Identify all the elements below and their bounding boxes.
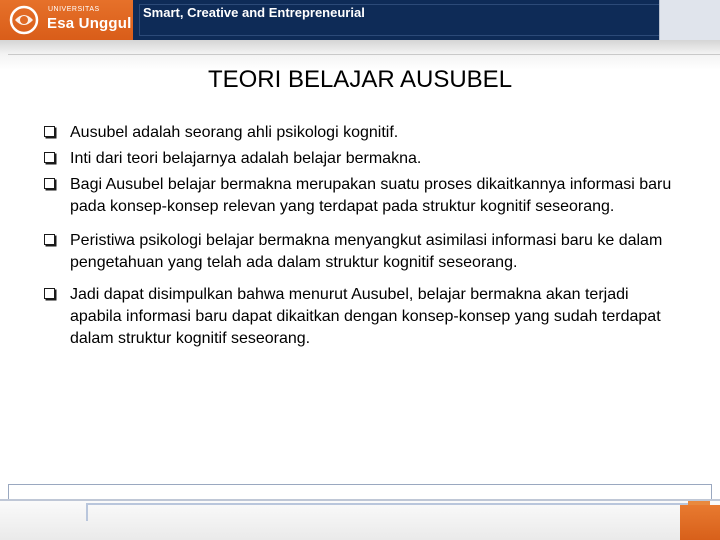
list-item bbox=[44, 284, 674, 350]
footer-inner-frame bbox=[86, 503, 688, 521]
bullet-text: Peristiwa psikologi belajar bermakna menyangkut asimilasi informasi baru ke dalam pengetahuan yang telah ada dalam struktur kognitif seseorang. bbox=[70, 232, 663, 271]
list-item bbox=[44, 230, 674, 274]
footer-bar bbox=[0, 499, 720, 540]
tagline-band bbox=[133, 0, 720, 40]
list-item bbox=[44, 122, 674, 144]
slide-title: TEORI BELAJAR AUSUBEL bbox=[207, 66, 513, 93]
bullet-list bbox=[44, 122, 674, 354]
bullet-text: Inti dari teori belajarnya adalah belajar bermakna. bbox=[70, 150, 422, 167]
bullet-text: Jadi dapat disimpulkan bahwa menurut Ausubel, belajar bermakna akan terjadi apabila informasi baru dapat dikaitkan dengan konsep-konsep yang sudah terdapat dalam struktur kognitif seseorang. bbox=[70, 286, 661, 347]
checkbox-bullet-icon bbox=[44, 178, 55, 189]
list-item bbox=[44, 174, 674, 218]
bullet-text: Bagi Ausubel belajar bermakna merupakan suatu proses dikaitkannya informasi baru pada konsep-konsep relevan yang terdapat pada struktur kognitif seseorang. bbox=[70, 176, 672, 215]
checkbox-bullet-icon bbox=[44, 152, 55, 163]
tagline: Smart, Creative and Entrepreneurial bbox=[143, 5, 365, 20]
logo-name: Esa Unggul bbox=[47, 15, 132, 32]
checkbox-bullet-icon bbox=[44, 288, 55, 299]
checkbox-bullet-icon bbox=[44, 234, 55, 245]
footer-accent bbox=[680, 505, 720, 540]
university-logo bbox=[8, 3, 132, 37]
list-item bbox=[44, 148, 674, 170]
header-corner-panel bbox=[659, 0, 720, 40]
header-bar bbox=[0, 0, 720, 40]
bullet-text: Ausubel adalah seorang ahli psikologi kognitif. bbox=[70, 124, 399, 141]
checkbox-bullet-icon bbox=[44, 126, 55, 137]
logo-emblem-icon bbox=[8, 4, 42, 36]
logo-small-text: UNIVERSITAS bbox=[48, 6, 100, 13]
